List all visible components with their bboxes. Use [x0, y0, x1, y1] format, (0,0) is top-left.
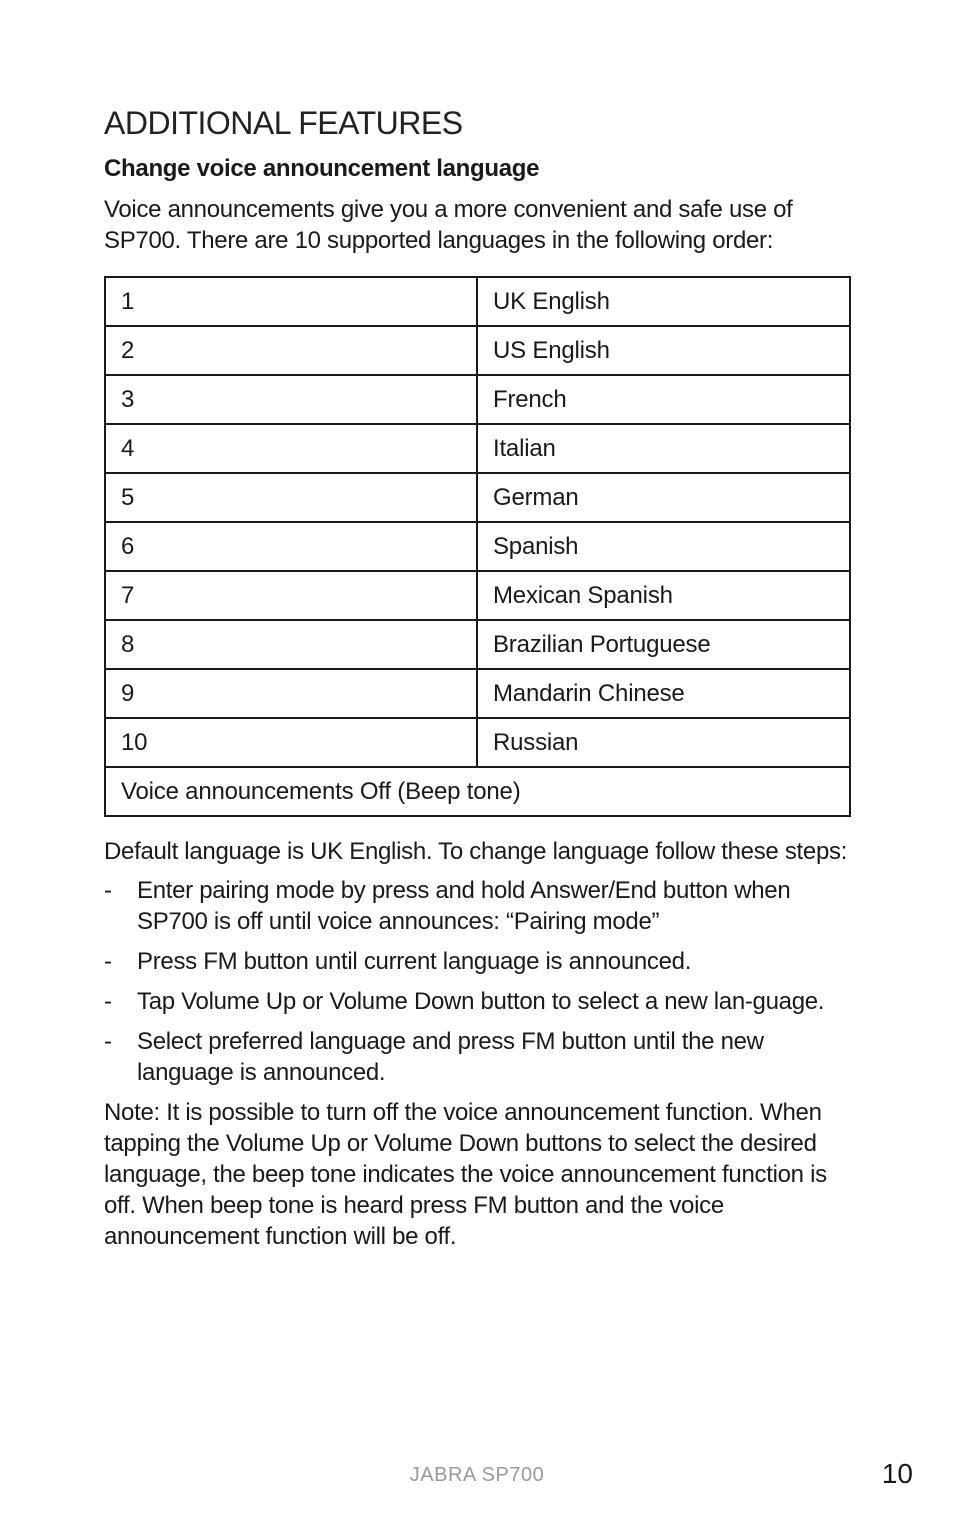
language-number: 1	[105, 277, 477, 326]
language-number: 2	[105, 326, 477, 375]
subheading: Change voice announcement language	[104, 155, 540, 182]
bullet-dash: -	[104, 877, 112, 904]
language-number: 10	[105, 718, 477, 767]
step-text: Press FM button until current language is announced.	[137, 948, 692, 975]
language-name: German	[477, 473, 850, 522]
language-name: Italian	[477, 424, 850, 473]
table-row	[105, 326, 850, 375]
list-item	[104, 875, 852, 937]
table-row	[105, 424, 850, 473]
language-number: 6	[105, 522, 477, 571]
table-row	[105, 277, 850, 326]
table-row	[105, 375, 850, 424]
language-number: 7	[105, 571, 477, 620]
table-row-off	[105, 767, 850, 816]
table-row	[105, 718, 850, 767]
language-name: Mexican Spanish	[477, 571, 850, 620]
voice-off-cell: Voice announcements Off (Beep tone)	[105, 767, 850, 816]
note-paragraph: Note: It is possible to turn off the voice announcement function. When tapping the Volume Up or Volume Down buttons to select the desired language, the beep tone indicates the voice announcement function is off. When beep tone is heard press FM button and the voice announcement function will be off.	[104, 1099, 827, 1250]
language-number: 8	[105, 620, 477, 669]
list-item	[104, 946, 852, 977]
language-name: US English	[477, 326, 850, 375]
table-row	[105, 669, 850, 718]
language-table	[104, 276, 851, 817]
language-number: 9	[105, 669, 477, 718]
language-number: 3	[105, 375, 477, 424]
steps-list	[104, 875, 852, 1088]
page-content	[104, 100, 852, 1252]
bullet-dash: -	[104, 948, 112, 975]
language-name: French	[477, 375, 850, 424]
list-item	[104, 1026, 852, 1088]
language-number: 5	[105, 473, 477, 522]
section-title: ADDITIONAL FEATURES	[104, 105, 463, 141]
step-text: Enter pairing mode by press and hold Answer/End button when SP700 is off until voice announces: “Pairing mode”	[137, 877, 791, 935]
table-row	[105, 571, 850, 620]
language-name: Spanish	[477, 522, 850, 571]
step-text: Tap Volume Up or Volume Down button to select a new lan-guage.	[137, 988, 825, 1015]
language-name: Mandarin Chinese	[477, 669, 850, 718]
list-item	[104, 986, 852, 1017]
language-name: Brazilian Portuguese	[477, 620, 850, 669]
intro-paragraph: Voice announcements give you a more convenient and safe use of SP700. There are 10 supported languages in the following order:	[104, 196, 793, 254]
bullet-dash: -	[104, 1028, 112, 1055]
table-row	[105, 620, 850, 669]
bullet-dash: -	[104, 988, 112, 1015]
language-name: Russian	[477, 718, 850, 767]
table-row	[105, 522, 850, 571]
language-number: 4	[105, 424, 477, 473]
page-number: 10	[881, 1458, 913, 1489]
step-text: Select preferred language and press FM button until the new language is announced.	[137, 1028, 764, 1086]
default-language-paragraph: Default language is UK English. To change language follow these steps:	[104, 838, 848, 865]
table-row	[105, 473, 850, 522]
language-name: UK English	[477, 277, 850, 326]
footer-brand: JABRA SP700	[409, 1464, 545, 1486]
